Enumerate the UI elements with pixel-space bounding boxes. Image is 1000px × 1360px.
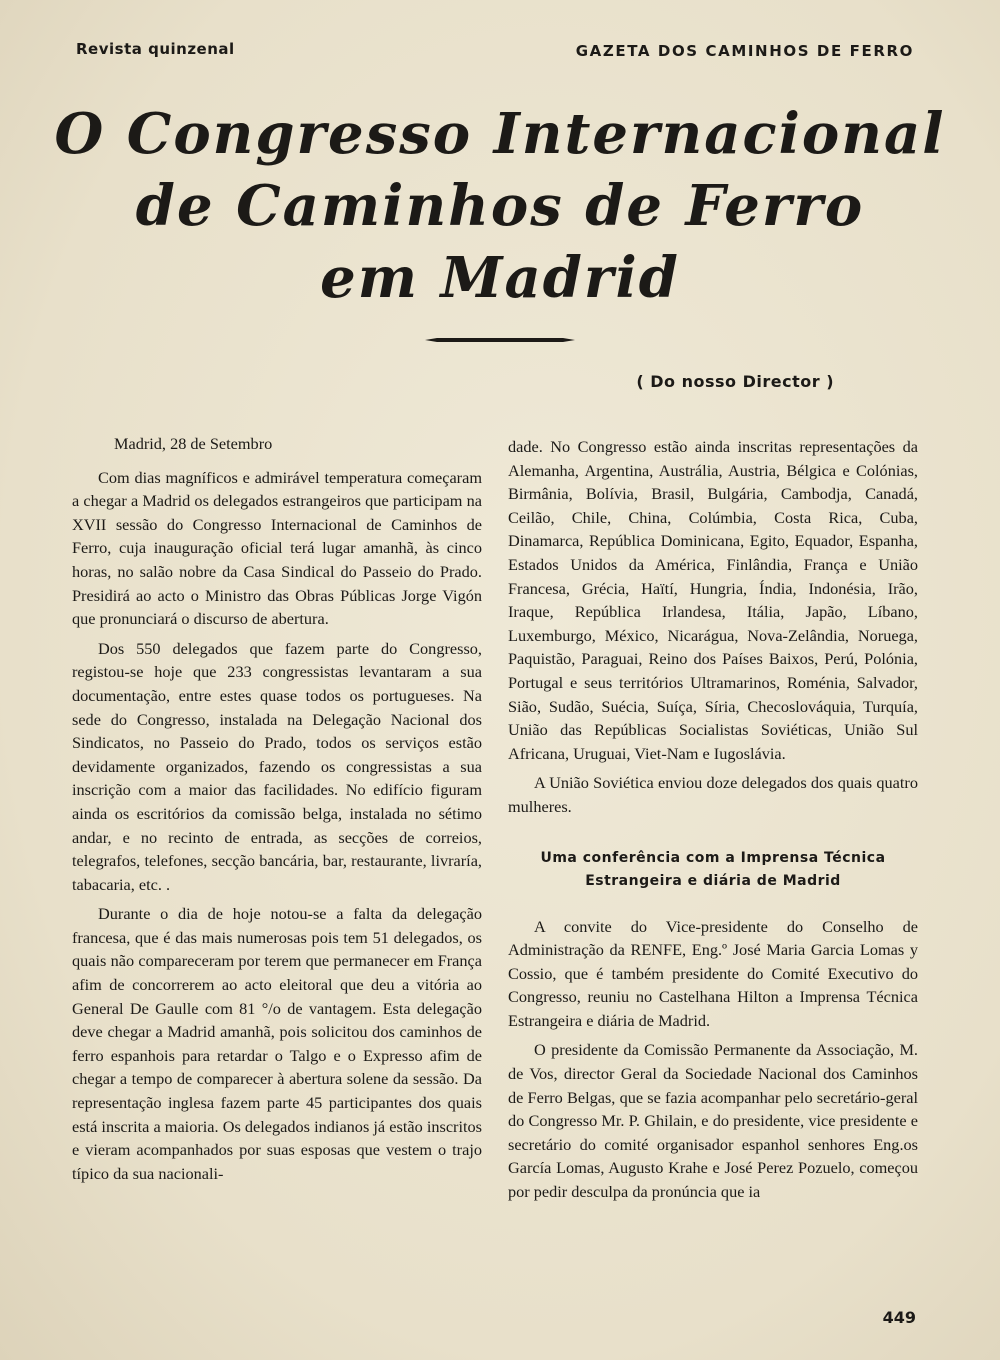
dateline: Madrid, 28 de Setembro: [114, 434, 273, 453]
page-number: 449: [882, 1308, 916, 1327]
left-column: [72, 432, 482, 1191]
paragraph: Durante o dia de hoje notou-se a falta da delegação francesa, que é das mais numerosas pois tem 51 delegados, os quais não compareceram por terem que permanecer em França afim de concorrerem ao acto eleitoral que deu a vitória ao General De Gaulle com 81 °/o de vantagem. Esta delegação deve chegar a Madrid amanhã, pois solicitou dos caminhos de ferro espanhois para retardar o Talgo e o Expresso afim de chegar a tempo de comparecer à abertura solene da sessão. Da representação inglesa fazem parte 45 participantes dos quais está inscrita a maioria. Os delegados indianos já estão inscritos e vieram acompanhados por suas esposas que vestem o trajo típico da sua nacionali-: [72, 904, 482, 1183]
paragraph: dade. No Congresso estão ainda inscritas representações da Alemanha, Argentina, Austrália, Austria, Bélgica e Colónias, Birmânia, Bolívia, Brasil, Bulgária, Cambodja, Canadá, Ceilão, Chile, China, Colúmbia, Costa Rica, Cuba, Dinamarca, República Dominicana, Egito, Equador, Espanha, Estados Unidos da América, Finlândia, França e União Francesa, Grécia, Haïtí, Hungria, Índia, Indonésia, Irão, Iraque, República Irlandesa, Itália, Japão, Líbano, Luxemburgo, México, Nicarágua, Nova-Zelândia, Noruega, Paquistão, Paraguai, Reino dos Países Baixos, Perú, Polónia, Portugal e seus territórios Ultramarinos, Roménia, Salvador, Sião, Sudão, Suécia, Suíça, Síria, Checoslováquia, Turquía, União das Repúblicas Socialistas Soviéticas, União Sul Africana, Uruguai, Viet-Nam e Iugoslávia.: [508, 437, 918, 763]
paragraph: A convite do Vice-presidente do Conselho de Administração da RENFE, Eng.º José Maria Garcia Lomas y Cossio, que é também presidente do Comité Executivo do Congresso, reuniu no Castelhana Hilton a Imprensa Técnica Estrangeira e diária de Madrid.: [508, 916, 918, 1030]
paragraph: A União Soviética enviou doze delegados dos quais quatro mulheres.: [508, 773, 918, 816]
subheading-line: Uma conferência com a Imprensa Técnica: [540, 849, 886, 866]
title-divider: [425, 338, 575, 342]
running-header-right: GAZETA DOS CAMINHOS DE FERRO: [575, 42, 914, 60]
title-line: O Congresso Internacional: [54, 101, 946, 167]
running-header-left: Revista quinzenal: [76, 40, 235, 58]
title-line: de Caminhos de Ferro: [135, 173, 865, 239]
paragraph: Dos 550 delegados que fazem parte do Congresso, registou-se hoje que 233 congressistas levantaram a sua documentação, entre estes quase todos os portugueses. Na sede do Congresso, instalada na Delegação Nacional dos Sindicatos, no Passeio do Prado, todos os serviços estão devidamente organizados, fazendo os congressistas a sua inscrição com a maior das facilidades. No edifício figuram ainda os escritórios da comissão belga, instalada no sétimo andar, e no recinto de entrada, as secções de correios, telegrafos, telefones, secção bancária, bar, restaurante, livraría, tabacaria, etc. .: [72, 638, 482, 894]
subheading-line: Estrangeira e diária de Madrid: [585, 872, 841, 889]
paragraph: O presidente da Comissão Permanente da Associação, M. de Vos, director Geral da Sociedade Nacional dos Caminhos de Ferro Belgas, que se fazia acompanhar pelo secretário-geral do Congresso Mr. P. Ghilain, e do presidente, vice presidente e secretário do comité organisador espanhol senhores Eng.os García Lomas, Augusto Krahe e José Perez Pozuelo, começou por pedir desculpa da pronúncia que ia: [508, 1040, 918, 1202]
article-title: [0, 98, 1000, 314]
byline: ( Do nosso Director ): [636, 372, 834, 391]
title-line: em Madrid: [320, 245, 680, 311]
right-column: [508, 435, 918, 1210]
paragraph: Com dias magníficos e admirável temperatura começaram a chegar a Madrid os delegados estrangeiros que participam na XVII sessão do Congresso Internacional de Caminhos de Ferro, cuja inauguração oficial terá lugar amanhã, às cinco horas, no salão nobre da Casa Sindical do Passeio do Prado. Presidirá ao acto o Ministro das Obras Públicas Jorge Vigón que pronunciará o discurso de abertura.: [72, 467, 482, 629]
section-subheading: [508, 847, 918, 893]
